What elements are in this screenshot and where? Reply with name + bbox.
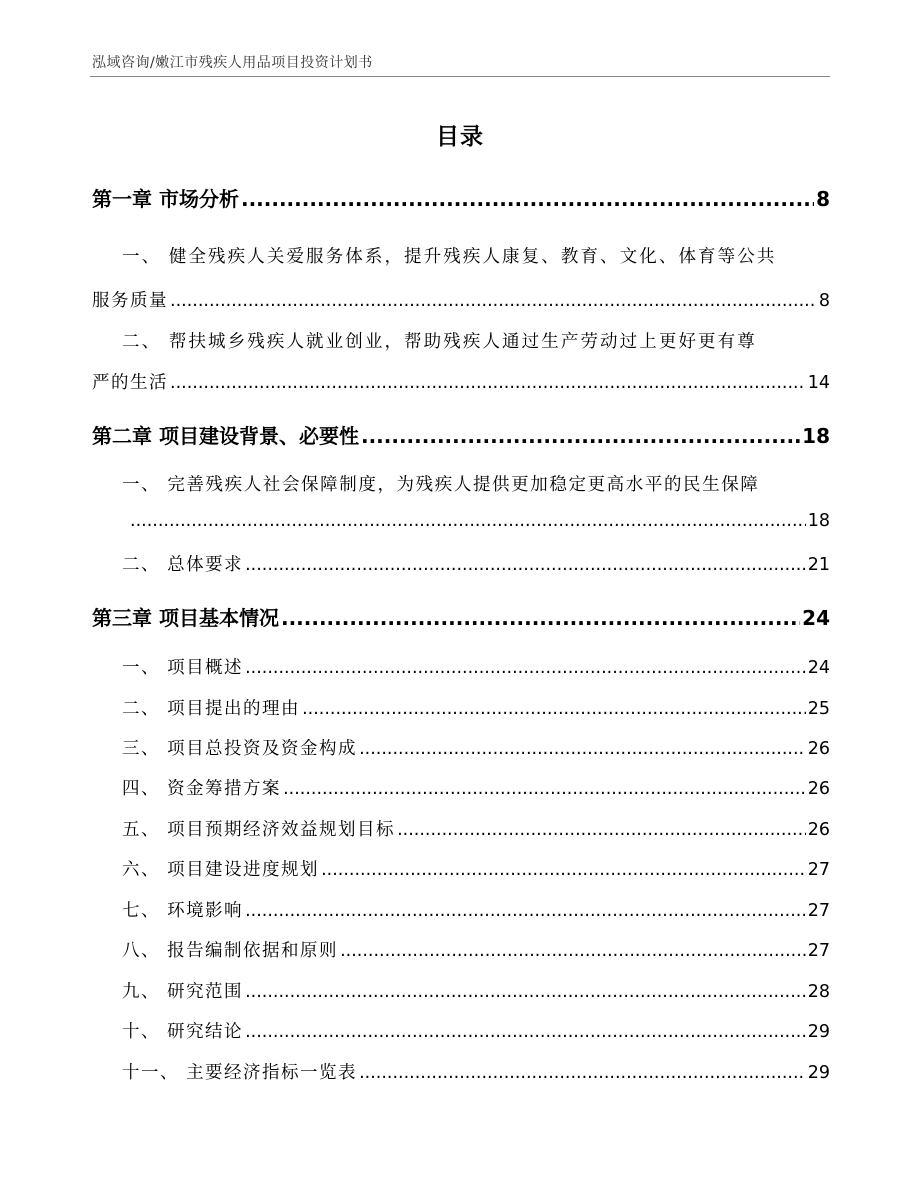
toc-section-1-2-line1[interactable]: 二、 帮扶城乡残疾人就业创业，帮助残疾人通过生产劳动过上更好更有尊 xyxy=(122,332,757,352)
toc-section-3-5[interactable] xyxy=(122,816,830,841)
toc-section-3-2[interactable] xyxy=(122,695,830,720)
toc-section-3-7[interactable] xyxy=(122,897,830,922)
toc-entry-label: 十、 研究结论 xyxy=(122,1022,244,1042)
toc-entry-label: 第三章 项目基本情况 xyxy=(92,606,279,630)
toc-entry-label: 八、 报告编制依据和原则 xyxy=(122,941,339,961)
toc-entry-label: 六、 项目建设进度规划 xyxy=(122,860,320,880)
toc-page-number: 18 xyxy=(807,511,830,531)
toc-section-3-10[interactable] xyxy=(122,1018,830,1043)
toc-page-number: 29 xyxy=(807,1063,830,1083)
leader-dots xyxy=(281,606,800,630)
toc-page-number: 18 xyxy=(802,424,830,448)
toc-page-number: 21 xyxy=(807,555,830,575)
toc-section-3-6[interactable] xyxy=(122,856,830,881)
header-rule xyxy=(90,76,830,77)
leader-dots xyxy=(170,373,806,393)
leader-dots xyxy=(245,555,806,575)
toc-entry-label: 严的生活 xyxy=(92,373,168,393)
toc-entry-label: 第一章 市场分析 xyxy=(92,187,239,211)
running-header: 泓域咨询/嫩江市残疾人用品项目投资计划书 xyxy=(92,55,373,71)
toc-entry-label: 四、 资金筹措方案 xyxy=(122,779,282,799)
leader-dots xyxy=(170,291,817,311)
toc-section-1-2[interactable] xyxy=(92,369,830,394)
toc-section-2-1-line1[interactable]: 一、 完善残疾人社会保障制度，为残疾人提供更加稳定更高水平的民生保障 xyxy=(122,475,760,495)
toc-entry-label: 七、 环境影响 xyxy=(122,901,244,921)
toc-page-number: 8 xyxy=(816,187,830,211)
toc-chapter-3[interactable] xyxy=(92,602,830,631)
toc-section-3-9[interactable] xyxy=(122,978,830,1003)
toc-section-3-1[interactable] xyxy=(122,654,830,679)
toc-page-number: 14 xyxy=(807,373,830,393)
leader-dots xyxy=(397,820,806,840)
leader-dots xyxy=(340,941,806,961)
toc-entry-label: 五、 项目预期经济效益规划目标 xyxy=(122,820,396,840)
toc-page-number: 28 xyxy=(807,982,830,1002)
leader-dots xyxy=(241,187,814,211)
toc-entry-label: 九、 研究范围 xyxy=(122,982,244,1002)
toc-page-number: 27 xyxy=(807,901,830,921)
leader-dots xyxy=(359,1063,806,1083)
toc-entry-label: 服务质量 xyxy=(92,291,168,311)
toc-page-number: 26 xyxy=(807,739,830,759)
leader-dots xyxy=(321,860,806,880)
leader-dots xyxy=(361,424,800,448)
leader-dots xyxy=(245,1022,806,1042)
leader-dots xyxy=(245,658,806,678)
leader-dots xyxy=(245,982,806,1002)
toc-page-number: 27 xyxy=(807,941,830,961)
toc-page-number: 8 xyxy=(818,291,830,311)
toc-section-2-2[interactable] xyxy=(122,551,830,576)
toc-page-number: 24 xyxy=(802,606,830,630)
toc-section-3-8[interactable] xyxy=(122,937,830,962)
toc-section-1-1[interactable] xyxy=(92,287,830,312)
page-title: 目录 xyxy=(436,124,484,150)
leader-dots xyxy=(359,739,806,759)
toc-entry-label: 一、 项目概述 xyxy=(122,658,244,678)
leader-dots xyxy=(283,779,806,799)
toc-page-number: 25 xyxy=(807,699,830,719)
toc-section-3-4[interactable] xyxy=(122,775,830,800)
toc-entry-label: 三、 项目总投资及资金构成 xyxy=(122,739,358,759)
toc-page-number: 26 xyxy=(807,820,830,840)
leader-dots xyxy=(302,699,806,719)
toc-section-1-1-line1[interactable]: 一、 健全残疾人关爱服务体系，提升残疾人康复、教育、文化、体育等公共 xyxy=(122,247,777,267)
toc-page-number: 24 xyxy=(807,658,830,678)
leader-dots xyxy=(130,511,806,531)
leader-dots xyxy=(245,901,806,921)
toc-page-number: 27 xyxy=(807,860,830,880)
toc-section-2-1[interactable] xyxy=(128,511,830,531)
toc-entry-label: 二、 总体要求 xyxy=(122,555,244,575)
toc-page-number: 29 xyxy=(807,1022,830,1042)
toc-chapter-1[interactable] xyxy=(92,183,830,212)
toc-entry-label: 二、 项目提出的理由 xyxy=(122,699,301,719)
toc-section-3-3[interactable] xyxy=(122,735,830,760)
toc-entry-label: 第二章 项目建设背景、必要性 xyxy=(92,424,359,448)
toc-entry-label: 十一、 主要经济指标一览表 xyxy=(122,1063,358,1083)
toc-chapter-2[interactable] xyxy=(92,420,830,449)
toc-page-number: 26 xyxy=(807,779,830,799)
toc-section-3-11[interactable] xyxy=(122,1059,830,1084)
